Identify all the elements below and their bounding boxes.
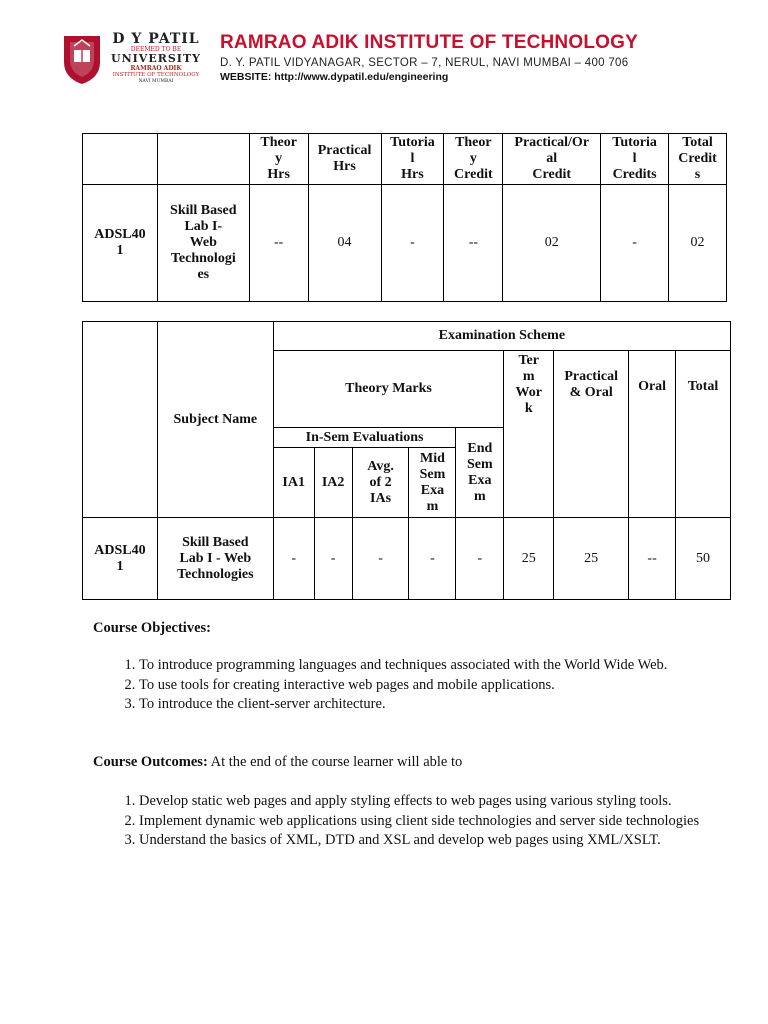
theory-marks-header: Theory Marks [273, 351, 504, 428]
institute-name: RAMRAO ADIK INSTITUTE OF TECHNOLOGY [220, 32, 638, 53]
ia2-value: - [314, 518, 352, 600]
course-outcomes-title: Course Outcomes: [93, 754, 208, 770]
empty-header-cell [83, 322, 158, 518]
list-item: 3. Understand the basics of XML, DTD and XSL and develop web pages using XML/XSLT. [139, 831, 709, 851]
course-name-cell: Skill Based Lab I - Web Technologies [157, 518, 273, 600]
university-logo [58, 30, 208, 90]
credit-table [82, 133, 727, 302]
practical-hrs-header: Practical Hrs [308, 134, 381, 185]
tutorial-hrs-header: Tutoria l Hrs [381, 134, 444, 185]
term-work-header: Ter m Wor k [504, 351, 554, 518]
avg-ias-header: Avg. of 2 IAs [352, 448, 409, 518]
examination-scheme-header: Examination Scheme [273, 322, 730, 351]
course-outcomes-intro: At the end of the course learner will able to [207, 754, 463, 770]
list-item: 1. To introduce programming languages and techniques associated with the World Wide Web. [139, 656, 739, 676]
theory-hrs-value: -- [249, 185, 308, 302]
theory-hrs-header: Theor y Hrs [249, 134, 308, 185]
institute-block [220, 32, 638, 83]
univ-line-1: D Y PATIL [112, 31, 200, 47]
avg-ias-value: - [352, 518, 409, 600]
total-value: 50 [676, 518, 731, 600]
course-code-cell: ADSL40 1 [83, 185, 158, 302]
list-item: 1. Develop static web pages and apply styling effects to web pages using various styling tools. [139, 792, 709, 812]
institute-address: D. Y. PATIL VIDYANAGAR, SECTOR – 7, NERUL, NAVI MUMBAI – 400 706 [220, 57, 629, 69]
end-sem-exam-header: End Sem Exa m [456, 428, 504, 518]
exam-scheme-table [82, 321, 731, 600]
university-wordmark [106, 32, 206, 85]
univ-line-3: UNIVERSITY [111, 52, 201, 65]
subject-name-header: Subject Name [157, 322, 273, 518]
course-outcomes-heading [93, 753, 462, 772]
list-item: 2. To use tools for creating interactive web pages and mobile applications. [139, 676, 739, 696]
tutorial-hrs-value: - [381, 185, 444, 302]
shield-icon [62, 32, 102, 86]
end-sem-value: - [456, 518, 504, 600]
mid-sem-exam-header: Mid Sem Exa m [409, 448, 456, 518]
course-code-cell: ADSL40 1 [83, 518, 158, 600]
letterhead [58, 30, 718, 90]
univ-line-4: RAMRAO ADIK [130, 65, 182, 72]
total-credits-value: 02 [669, 185, 727, 302]
ia1-header: IA1 [273, 448, 314, 518]
in-sem-evaluations-header: In-Sem Evaluations [273, 428, 456, 448]
course-outcomes-list [114, 792, 709, 851]
ia1-value: - [273, 518, 314, 600]
tutorial-credits-value: - [601, 185, 669, 302]
practical-oral-credit-value: 02 [503, 185, 601, 302]
total-header: Total [676, 351, 731, 518]
term-work-value: 25 [504, 518, 554, 600]
practical-oral-header: Practical & Oral [554, 351, 629, 518]
course-objectives-title: Course Objectives: [93, 620, 211, 636]
univ-line-2: DEEMED TO BE [130, 46, 182, 53]
list-item: 3. To introduce the client-server architecture. [139, 695, 739, 715]
practical-hrs-value: 04 [308, 185, 381, 302]
univ-line-6: NAVI MUMBAI [138, 79, 174, 84]
theory-credit-value: -- [444, 185, 503, 302]
oral-value: -- [629, 518, 676, 600]
tutorial-credits-header: Tutoria l Credits [601, 134, 669, 185]
ia2-header: IA2 [314, 448, 352, 518]
univ-line-5: INSTITUTE OF TECHNOLOGY [112, 72, 200, 78]
institute-website[interactable]: WEBSITE: http://www.dypatil.edu/engineering [220, 71, 449, 83]
list-item: 2. Implement dynamic web applications using client side technologies and server side technologies [139, 812, 709, 832]
empty-header-cell [157, 134, 249, 185]
theory-credit-header: Theor y Credit [444, 134, 503, 185]
oral-header: Oral [629, 351, 676, 518]
total-credits-header: Total Credit s [669, 134, 727, 185]
course-name-cell: Skill Based Lab I- Web Technologi es [157, 185, 249, 302]
empty-header-cell [83, 134, 158, 185]
course-objectives-list [114, 656, 739, 715]
mid-sem-value: - [409, 518, 456, 600]
practical-oral-credit-header: Practical/Or al Credit [503, 134, 601, 185]
practical-oral-value: 25 [554, 518, 629, 600]
